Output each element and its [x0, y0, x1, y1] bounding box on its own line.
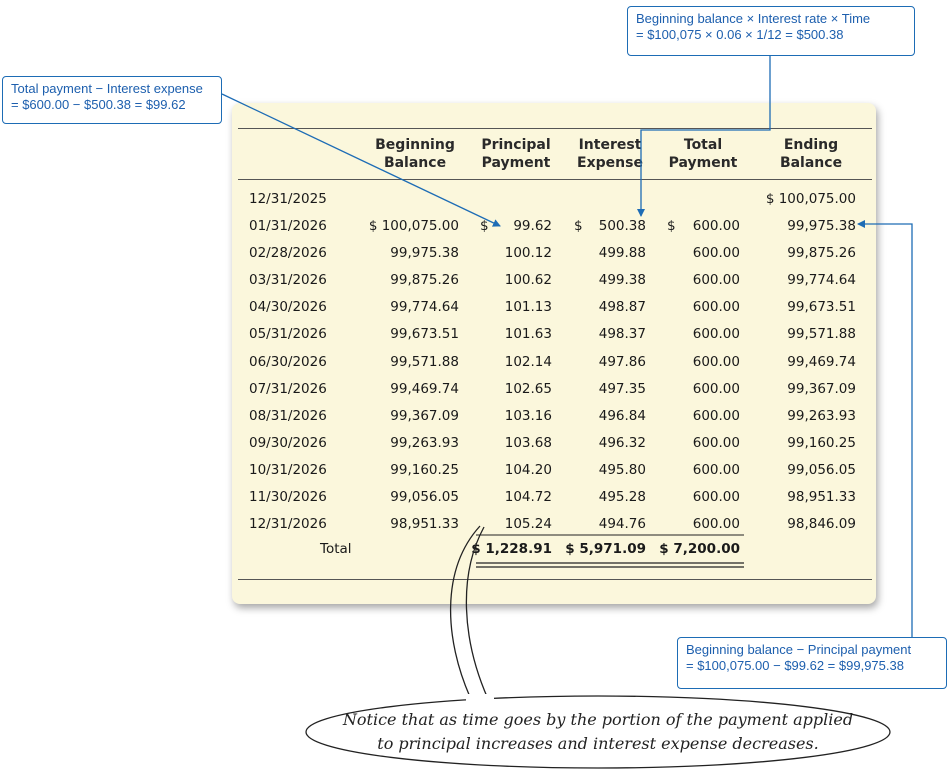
- row-date: 12/31/2026: [249, 516, 327, 532]
- row-date: 11/30/2026: [249, 489, 327, 505]
- row-total-payment: 600.00: [692, 354, 740, 370]
- note-text: [318, 708, 878, 756]
- row-principal-payment: 104.20: [504, 462, 552, 478]
- principal-callout-arrow: [222, 94, 500, 226]
- row-beginning-balance: $ 100,075.00: [368, 218, 459, 234]
- principal-formula-callout: Total payment − Interest expense = $600.00 − $500.38 = $99.62: [2, 76, 222, 124]
- note-line-1: Notice that as time goes by the portion of the payment applied: [342, 710, 854, 729]
- row-interest-expense: 494.76: [598, 516, 646, 532]
- dollar-sign-interest: $: [574, 218, 583, 234]
- row-principal-payment: 102.14: [504, 354, 552, 370]
- header-beginning-balance: Beginning Balance: [375, 137, 455, 171]
- row-beginning-balance: 99,571.88: [390, 354, 459, 370]
- row-ending-balance: 98,846.09: [787, 516, 856, 532]
- totals-total-payment: $ 7,200.00: [659, 541, 740, 557]
- header-interest-expense: Interest Expense: [577, 137, 643, 171]
- row-total-payment: 600.00: [692, 245, 740, 261]
- row-principal-payment: 103.16: [504, 408, 552, 424]
- note-line-2: to principal increases and interest expense decreases.: [377, 734, 819, 753]
- row-beginning-balance: 99,469.74: [390, 381, 459, 397]
- row-interest-expense: 497.86: [598, 354, 646, 370]
- row-principal-payment: 102.65: [504, 381, 552, 397]
- row-total-payment: 600.00: [692, 218, 740, 234]
- row-interest-expense: 495.28: [598, 489, 646, 505]
- dollar-sign-total: $: [667, 218, 676, 234]
- row-ending-balance: 99,673.51: [787, 299, 856, 315]
- row-date: 07/31/2026: [249, 381, 327, 397]
- row-total-payment: 600.00: [692, 435, 740, 451]
- row-beginning-balance: 99,056.05: [390, 489, 459, 505]
- row-date: 06/30/2026: [249, 354, 327, 370]
- row-interest-expense: 497.35: [598, 381, 646, 397]
- row-date: 02/28/2026: [249, 245, 327, 261]
- row-ending-balance: 99,160.25: [787, 435, 856, 451]
- row-interest-expense: 496.32: [598, 435, 646, 451]
- note-pointer-join: [466, 694, 494, 702]
- row-ending-balance: 99,875.26: [787, 245, 856, 261]
- row-beginning-balance: 99,875.26: [390, 272, 459, 288]
- row-total-payment: 600.00: [692, 299, 740, 315]
- opening-date: 12/31/2025: [249, 191, 327, 207]
- row-interest-expense: 495.80: [598, 462, 646, 478]
- row-date: 03/31/2026: [249, 272, 327, 288]
- row-total-payment: 600.00: [692, 462, 740, 478]
- row-total-payment: 600.00: [692, 516, 740, 532]
- row-interest-expense: 499.88: [598, 245, 646, 261]
- row-beginning-balance: 99,774.64: [390, 299, 459, 315]
- row-interest-expense: 496.84: [598, 408, 646, 424]
- row-total-payment: 600.00: [692, 381, 740, 397]
- row-beginning-balance: 99,160.25: [390, 462, 459, 478]
- row-ending-balance: 99,056.05: [787, 462, 856, 478]
- row-beginning-balance: 99,367.09: [390, 408, 459, 424]
- row-interest-expense: 499.38: [598, 272, 646, 288]
- row-principal-payment: 105.24: [504, 516, 552, 532]
- header-principal-payment: Principal Payment: [481, 137, 551, 171]
- interest-callout-arrow: [641, 56, 770, 216]
- row-total-payment: 600.00: [692, 326, 740, 342]
- row-beginning-balance: 99,975.38: [390, 245, 459, 261]
- row-date: 04/30/2026: [249, 299, 327, 315]
- row-date: 10/31/2026: [249, 462, 327, 478]
- row-total-payment: 600.00: [692, 272, 740, 288]
- row-beginning-balance: 99,263.93: [390, 435, 459, 451]
- header-ending-balance: Ending Balance: [779, 137, 843, 171]
- row-interest-expense: 500.38: [598, 218, 646, 234]
- row-principal-payment: 103.68: [504, 435, 552, 451]
- row-ending-balance: 99,469.74: [787, 354, 856, 370]
- ending-balance-formula-callout: Beginning balance − Principal payment = $100,075.00 − $99.62 = $99,975.38: [677, 637, 947, 689]
- row-date: 08/31/2026: [249, 408, 327, 424]
- row-interest-expense: 498.37: [598, 326, 646, 342]
- row-ending-balance: 98,951.33: [787, 489, 856, 505]
- row-ending-balance: 99,571.88: [787, 326, 856, 342]
- opening-ending-balance: $ 100,075.00: [765, 191, 856, 207]
- row-beginning-balance: 99,673.51: [390, 326, 459, 342]
- row-date: 09/30/2026: [249, 435, 327, 451]
- row-total-payment: 600.00: [692, 489, 740, 505]
- row-principal-payment: 100.12: [504, 245, 552, 261]
- row-ending-balance: 99,975.38: [787, 218, 856, 234]
- row-principal-payment: 104.72: [504, 489, 552, 505]
- header-total-payment: Total Payment: [668, 137, 738, 171]
- totals-interest: $ 5,971.09: [565, 541, 646, 557]
- interest-formula-callout: Beginning balance × Interest rate × Time = $100,075 × 0.06 × 1/12 = $500.38: [627, 6, 915, 56]
- row-date: 01/31/2026: [249, 218, 327, 234]
- row-date: 05/31/2026: [249, 326, 327, 342]
- row-total-payment: 600.00: [692, 408, 740, 424]
- totals-label: Total: [320, 541, 352, 557]
- row-principal-payment: 101.63: [504, 326, 552, 342]
- note-pointer-right: [466, 527, 488, 699]
- dollar-sign-principal: $: [480, 218, 489, 234]
- row-beginning-balance: 98,951.33: [390, 516, 459, 532]
- row-principal-payment: 100.62: [504, 272, 552, 288]
- row-interest-expense: 498.87: [598, 299, 646, 315]
- note-pointer-left: [451, 526, 480, 697]
- totals-principal: $ 1,228.91: [471, 541, 552, 557]
- row-ending-balance: 99,263.93: [787, 408, 856, 424]
- ending-callout-arrow: [858, 224, 912, 637]
- row-principal-payment: 101.13: [504, 299, 552, 315]
- row-ending-balance: 99,367.09: [787, 381, 856, 397]
- row-ending-balance: 99,774.64: [787, 272, 856, 288]
- row-principal-payment: 99.62: [513, 218, 552, 234]
